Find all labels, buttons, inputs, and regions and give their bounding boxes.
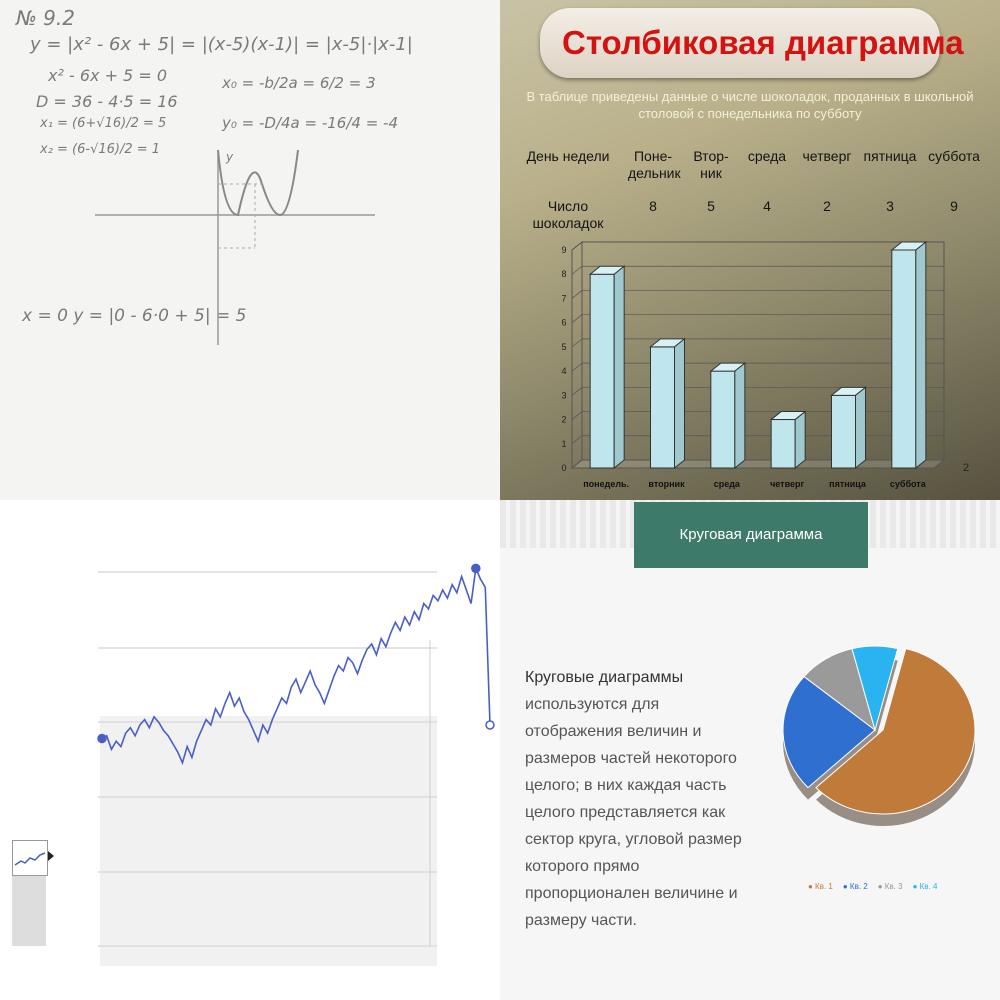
table-day-1: Поне-дельник [628, 148, 681, 181]
bar-ytick-label: 0 [561, 463, 567, 473]
bar-chart-floor [572, 460, 944, 468]
bar-ytick-label: 6 [561, 317, 567, 328]
bar-xtick-label: четверг [770, 479, 805, 489]
table-day-4: четверг [802, 148, 852, 164]
table-count-4: 2 [823, 198, 831, 214]
graph-curve [218, 150, 298, 215]
vertex-y-line: y₀ = -D/4a = -16/4 = -4 [222, 114, 399, 132]
bar-side-5 [916, 242, 926, 468]
thumbnail-scroll-track[interactable] [12, 876, 46, 946]
table-day-6: суббота [928, 148, 980, 164]
bar-gridline-side [572, 242, 582, 250]
bar-side-3 [795, 412, 805, 468]
equation-line-2: x² - 6x + 5 = 0 [48, 66, 167, 85]
bar-ytick-label: 8 [561, 269, 567, 280]
bar-gridline-side [572, 412, 582, 420]
table-count-5: 3 [886, 198, 894, 214]
line-chart [0, 500, 500, 1000]
thumbnail-arrow-icon[interactable] [48, 851, 54, 861]
pie-slide-header: Круговая диаграмма [634, 502, 868, 568]
table-header-count: Число шоколадок [532, 198, 604, 231]
bar-chart-side-wall [572, 242, 582, 468]
bar-ytick-label: 5 [561, 341, 567, 352]
handwritten-graph [0, 0, 500, 500]
bar-side-1 [675, 339, 685, 468]
bar-chart [556, 238, 976, 496]
bar-1 [651, 347, 675, 468]
bar-xtick-label: понедель. [583, 479, 630, 489]
bar-side-4 [856, 387, 866, 468]
bar-side-2 [735, 363, 745, 468]
discriminant-line: D = 36 - 4·5 = 16 [36, 92, 178, 111]
problem-number: № 9.2 [16, 6, 75, 30]
pie-chart [770, 640, 980, 840]
table-day-2: Втор-ник [693, 148, 729, 181]
equation-line-1: y = |x² - 6x + 5| = |(x-5)(x-1)| = |x-5|·|x-1| [30, 34, 413, 55]
bar-3 [771, 420, 795, 468]
line-point-82 [486, 721, 494, 729]
table-count-1: 8 [649, 198, 657, 214]
bar-xtick-label: вторник [648, 479, 685, 489]
pie-slide-text-bold: Круговые диаграммы [525, 669, 684, 686]
bar-gridline-side [572, 315, 582, 323]
pie-legend-item-1: ● Кв. 2 [842, 882, 868, 891]
bar-ytick-label: 9 [561, 245, 567, 255]
bar-ytick-label: 7 [561, 293, 567, 304]
bar-xtick-label: пятница [829, 479, 866, 489]
bar-ytick-label: 3 [561, 390, 567, 401]
bar-chart-back-wall [582, 242, 944, 460]
line-point-79 [472, 564, 480, 572]
pie-slide-text [525, 664, 757, 934]
bar-gridline-side [572, 290, 582, 298]
bar-5 [892, 250, 916, 468]
chart-thumbnail[interactable] [12, 840, 48, 876]
bar-xtick-label: суббота [889, 479, 926, 489]
bar-gridline-side [572, 339, 582, 347]
bar-ytick-label: 2 [561, 414, 567, 425]
line-point-0 [98, 735, 106, 743]
table-count-6: 9 [950, 198, 958, 214]
pie-legend-item-2: ● Кв. 3 [877, 882, 903, 891]
root-2-line: x₂ = (6-√16)/2 = 1 [40, 142, 161, 157]
graph-axis-y-label: y [226, 150, 234, 164]
table-count-3: 4 [763, 198, 771, 214]
bar-ytick-label: 1 [561, 438, 567, 449]
bar-side-0 [614, 266, 624, 468]
bottom-calculation: x = 0 y = |0 - 6·0 + 5| = 5 [22, 306, 247, 326]
table-day-5: пятница [863, 148, 917, 164]
bar-xtick-label: среда [713, 479, 740, 489]
pie-legend-item-0: ● Кв. 1 [808, 882, 833, 891]
root-1-line: x₁ = (6+√16)/2 = 5 [40, 116, 167, 131]
bar-2 [711, 371, 735, 468]
line-plot-area [100, 716, 437, 966]
table-day-3: среда [747, 148, 787, 164]
bar-slide-subtitle: В таблице приведены данные о числе шоколадок, проданных в школьной столовой с понедельника по субботу [526, 89, 974, 121]
bar-gridline-side [572, 436, 582, 444]
bar-4 [832, 395, 856, 468]
table-count-2: 5 [707, 198, 715, 214]
pie-legend [808, 882, 947, 891]
bar-gridline-side [572, 387, 582, 395]
bar-gridline-side [572, 266, 582, 274]
bar-ytick-label: 4 [561, 366, 567, 377]
pie-legend-item-3: ● Кв. 4 [912, 882, 938, 891]
bar-gridline-side [572, 363, 582, 371]
bar-slide-title: Столбиковая диаграмма [562, 24, 964, 61]
vertex-x-line: x₀ = -b/2a = 6/2 = 3 [222, 74, 376, 92]
slide-page-number: 2 [963, 462, 970, 474]
bar-0 [590, 274, 614, 468]
table-header-day: День недели [526, 148, 610, 164]
pie-slide-text-rest: используются для отображения величин и размеров частей некоторого целого; в них каждая часть целого представляется как сектор круга, угловой размер которого прямо пропорционален величине и размеру части. [525, 696, 742, 929]
